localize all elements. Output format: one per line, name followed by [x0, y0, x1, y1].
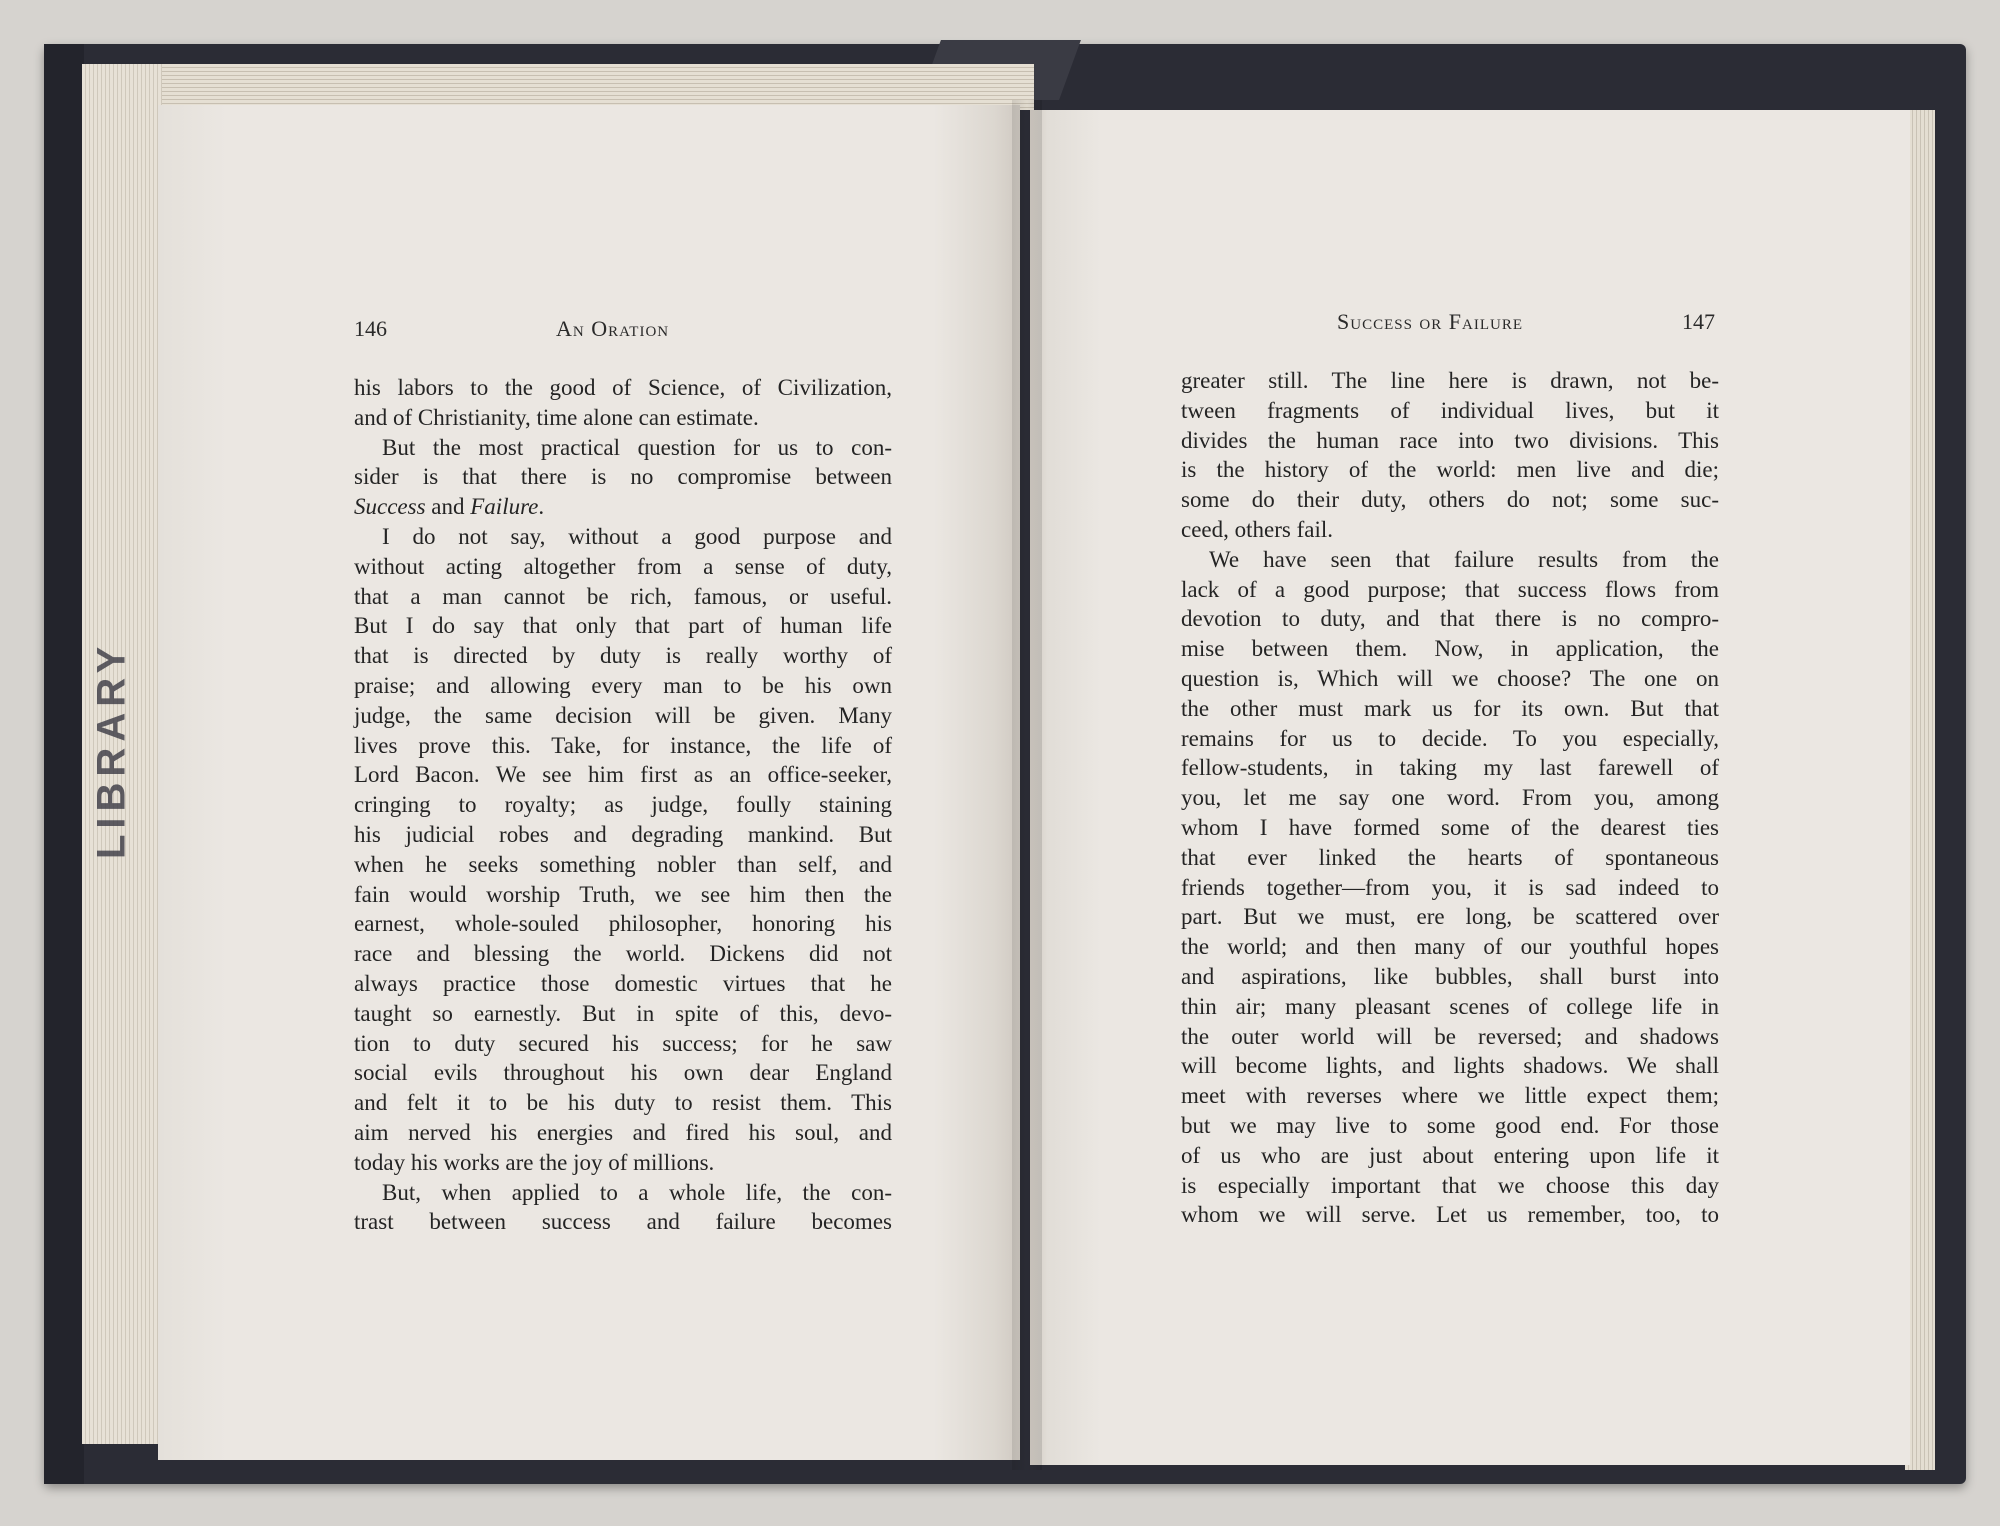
text-line: will become lights, and lights shadows. We shall	[1181, 1053, 1719, 1079]
text-line: trast between success and failure becomes	[354, 1209, 892, 1235]
text-line: But I do say that only that part of human life	[354, 613, 892, 639]
text-line: social evils throughout his own dear England	[354, 1060, 892, 1086]
text-line: race and blessing the world. Dickens did not	[354, 941, 892, 967]
text-line: that ever linked the hearts of spontaneous	[1181, 844, 1719, 870]
text-line: you, let me say one word. From you, among	[1181, 785, 1719, 811]
text-line: cringing to royalty; as judge, foully staining	[354, 792, 892, 818]
text-line: whom I have formed some of the dearest ties	[1181, 814, 1719, 840]
text-line: and of Christianity, time alone can estimate.	[354, 404, 759, 430]
book-gutter	[1012, 100, 1042, 1470]
text-line: his judicial robes and degrading mankind. But	[354, 821, 892, 847]
left-page-number: 146	[354, 316, 387, 341]
text-line: We have seen that failure results from the	[1209, 546, 1719, 572]
text-line: when he seeks something nobler than self, and	[354, 851, 892, 877]
text-line: is the history of the world: men live and die;	[1181, 457, 1719, 483]
text-line: lives prove this. Take, for instance, the life of	[354, 732, 892, 758]
text-line: that a man cannot be rich, famous, or useful.	[354, 583, 892, 609]
text-line: earnest, whole-souled philosopher, honoring his	[354, 911, 892, 937]
text-line: ceed, others fail.	[1181, 516, 1333, 542]
text-line: tween fragments of individual lives, but it	[1181, 397, 1719, 423]
text-line: devotion to duty, and that there is no compro-	[1181, 606, 1719, 632]
text-line: friends together—from you, it is sad indeed to	[1181, 874, 1719, 900]
text-line: Success and Failure.	[354, 494, 545, 520]
text-line: without acting altogether from a sense of duty,	[354, 553, 892, 579]
text-line: part. But we must, ere long, be scattered over	[1181, 904, 1719, 930]
text-line: but we may live to some good end. For those	[1181, 1112, 1719, 1138]
text-line: greater still. The line here is drawn, not be-	[1181, 368, 1719, 393]
left-page-text	[354, 373, 892, 1237]
text-line: his labors to the good of Science, of Civilization,	[354, 375, 892, 400]
text-line: But the most practical question for us to con-	[382, 434, 892, 460]
text-line: fain would worship Truth, we see him then the	[354, 881, 892, 907]
text-line: some do their duty, others do not; some suc-	[1181, 487, 1719, 513]
text-line: question is, Which will we choose? The one on	[1181, 665, 1719, 691]
text-line: of us who are just about entering upon life it	[1181, 1142, 1719, 1168]
text-line: the outer world will be reversed; and shadows	[1181, 1023, 1719, 1049]
text-line: But, when applied to a whole life, the con-	[382, 1179, 892, 1205]
text-line: and aspirations, like bubbles, shall burst into	[1181, 963, 1719, 989]
text-line: whom we will serve. Let us remember, too, to	[1181, 1202, 1719, 1228]
text-line: the other must mark us for its own. But that	[1181, 695, 1719, 721]
library-edge-stamp: LIBRARY	[89, 640, 134, 860]
text-line: that is directed by duty is really worthy of	[354, 643, 892, 669]
page-block-top-edge	[84, 64, 1034, 110]
text-line: always practice those domestic virtues that he	[354, 970, 892, 996]
text-line: thin air; many pleasant scenes of college life in	[1181, 993, 1719, 1019]
text-line: lack of a good purpose; that success flows from	[1181, 576, 1719, 602]
text-line: sider is that there is no compromise between	[354, 464, 892, 490]
text-line: mise between them. Now, in application, the	[1181, 636, 1719, 662]
text-line: and felt it to be his duty to resist them. This	[354, 1090, 892, 1116]
text-line: divides the human race into two divisions. This	[1181, 427, 1719, 453]
right-running-head: Success or Failure	[1337, 309, 1523, 334]
text-line: meet with reverses where we little expect them;	[1181, 1083, 1719, 1109]
text-line: Lord Bacon. We see him first as an office-seeker,	[354, 762, 892, 788]
text-line: taught so earnestly. But in spite of this, devo-	[354, 1000, 892, 1026]
text-line: judge, the same decision will be given. Many	[354, 702, 892, 728]
text-line: is especially important that we choose this day	[1181, 1172, 1719, 1198]
right-page-text	[1181, 366, 1719, 1230]
text-line: today his works are the joy of millions.	[354, 1149, 715, 1175]
left-running-head: An Oration	[556, 316, 670, 341]
text-line: I do not say, without a good purpose and	[382, 523, 892, 549]
cover-edge	[44, 44, 84, 1484]
text-line: fellow-students, in taking my last farewell of	[1181, 755, 1719, 781]
text-line: remains for us to decide. To you especially,	[1181, 725, 1719, 751]
text-line: aim nerved his energies and fired his soul, and	[354, 1119, 892, 1145]
text-line: the world; and then many of our youthful hopes	[1181, 934, 1719, 960]
right-page-number: 147	[1682, 309, 1715, 334]
text-line: praise; and allowing every man to be his own	[354, 672, 892, 698]
text-line: tion to duty secured his success; for he saw	[354, 1030, 892, 1056]
